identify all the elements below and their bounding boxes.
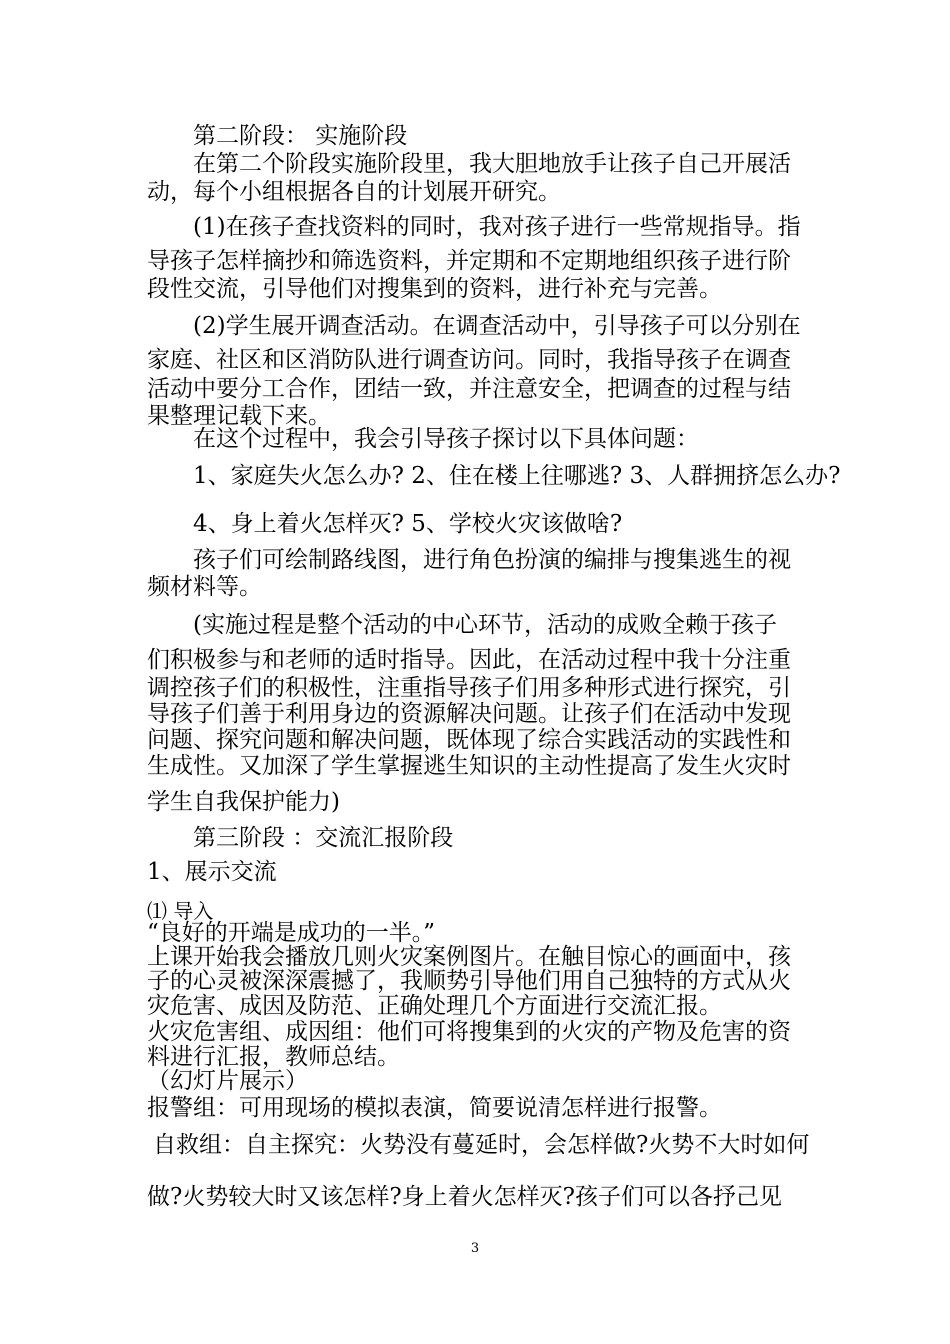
- question-list-line: 1、家庭失火怎么办? 2、住在楼上往哪逃? 3、人群拥挤怎么办?: [193, 463, 841, 489]
- paragraph-line: 问题、探究问题和解决问题，既体现了综合实践活动的实践性和: [147, 727, 791, 753]
- paragraph-line: (实施过程是整个活动的中心环节，活动的成败全赖于孩子: [193, 612, 777, 638]
- paragraph-line: (1)在孩子查找资料的同时，我对孩子进行一些常规指导。指: [193, 214, 801, 240]
- section-heading: 第二阶段： 实施阶段: [193, 123, 408, 149]
- paragraph-line: 动，每个小组根据各自的计划展开研究。: [147, 179, 561, 205]
- page-number: 3: [470, 1241, 480, 1256]
- paragraph-line: 做?火势较大时又该怎样?身上着火怎样灭?孩子们可以各抒己见: [147, 1184, 782, 1210]
- paragraph-line: 果整理记载下来。: [147, 403, 331, 429]
- paragraph-line: 灾危害、成因及防范、正确处理几个方面进行交流汇报。: [147, 993, 722, 1019]
- section-heading: 第三阶段 ：交流汇报阶段: [193, 825, 454, 851]
- paragraph-line: 在这个过程中，我会引导孩子探讨以下具体问题：: [193, 426, 699, 452]
- paragraph-line: 们积极参与和老师的适时指导。因此，在活动过程中我十分注重: [147, 647, 791, 673]
- paragraph-line: 频材料等。: [147, 574, 262, 600]
- paragraph-line: 活动中要分工合作，团结一致，并注意安全，把调查的过程与结: [147, 376, 791, 402]
- subsection-heading: ⑴ 导入: [147, 899, 214, 923]
- paragraph-line: 上课开始我会播放几则火灾案例图片。在触目惊心的画面中，孩: [147, 944, 791, 970]
- paragraph-line: 学生自我保护能力): [147, 789, 340, 815]
- paragraph-line: 在第二个阶段实施阶段里，我大胆地放手让孩子自己开展活: [193, 151, 791, 177]
- paragraph-line: 料进行汇报，教师总结。: [147, 1044, 400, 1070]
- quote-line: “良好的开端是成功的一半。”: [147, 920, 436, 946]
- paragraph-line: （幻灯片展示）: [147, 1068, 308, 1094]
- paragraph-line: 孩子们可绘制路线图，进行角色扮演的编排与搜集逃生的视: [193, 547, 791, 573]
- paragraph-line: 导孩子怎样摘抄和筛选资料，并定期和不定期地组织孩子进行阶: [147, 248, 791, 274]
- paragraph-line: 报警组：可用现场的模拟表演，简要说清怎样进行报警。: [147, 1095, 722, 1121]
- question-list-line: 4、身上着火怎样灭? 5、学校火灾该做啥?: [193, 511, 623, 537]
- paragraph-line: 家庭、社区和区消防队进行调查访问。同时，我指导孩子在调查: [147, 347, 791, 373]
- paragraph-line: 段性交流，引导他们对搜集到的资料，进行补充与完善。: [147, 276, 722, 302]
- paragraph-line: 子的心灵被深深震撼了，我顺势引导他们用自己独特的方式从火: [147, 968, 791, 994]
- paragraph-line: (2)学生展开调查活动。在调查活动中，引导孩子可以分别在: [193, 313, 801, 339]
- paragraph-line: 生成性。又加深了学生掌握逃生知识的主动性提高了发生火灾时: [147, 753, 791, 779]
- paragraph-line: 自救组：自主探究：火势没有蔓延时，会怎样做?火势不大时如何: [153, 1132, 810, 1158]
- paragraph-line: 导孩子们善于利用身边的资源解决问题。让孩子们在活动中发现: [147, 701, 791, 727]
- paragraph-line: 调控孩子们的积极性，注重指导孩子们用多种形式进行探究，引: [147, 675, 791, 701]
- paragraph-line: 火灾危害组、成因组：他们可将搜集到的火灾的产物及危害的资: [147, 1019, 791, 1045]
- subsection-heading: 1、展示交流: [147, 859, 277, 885]
